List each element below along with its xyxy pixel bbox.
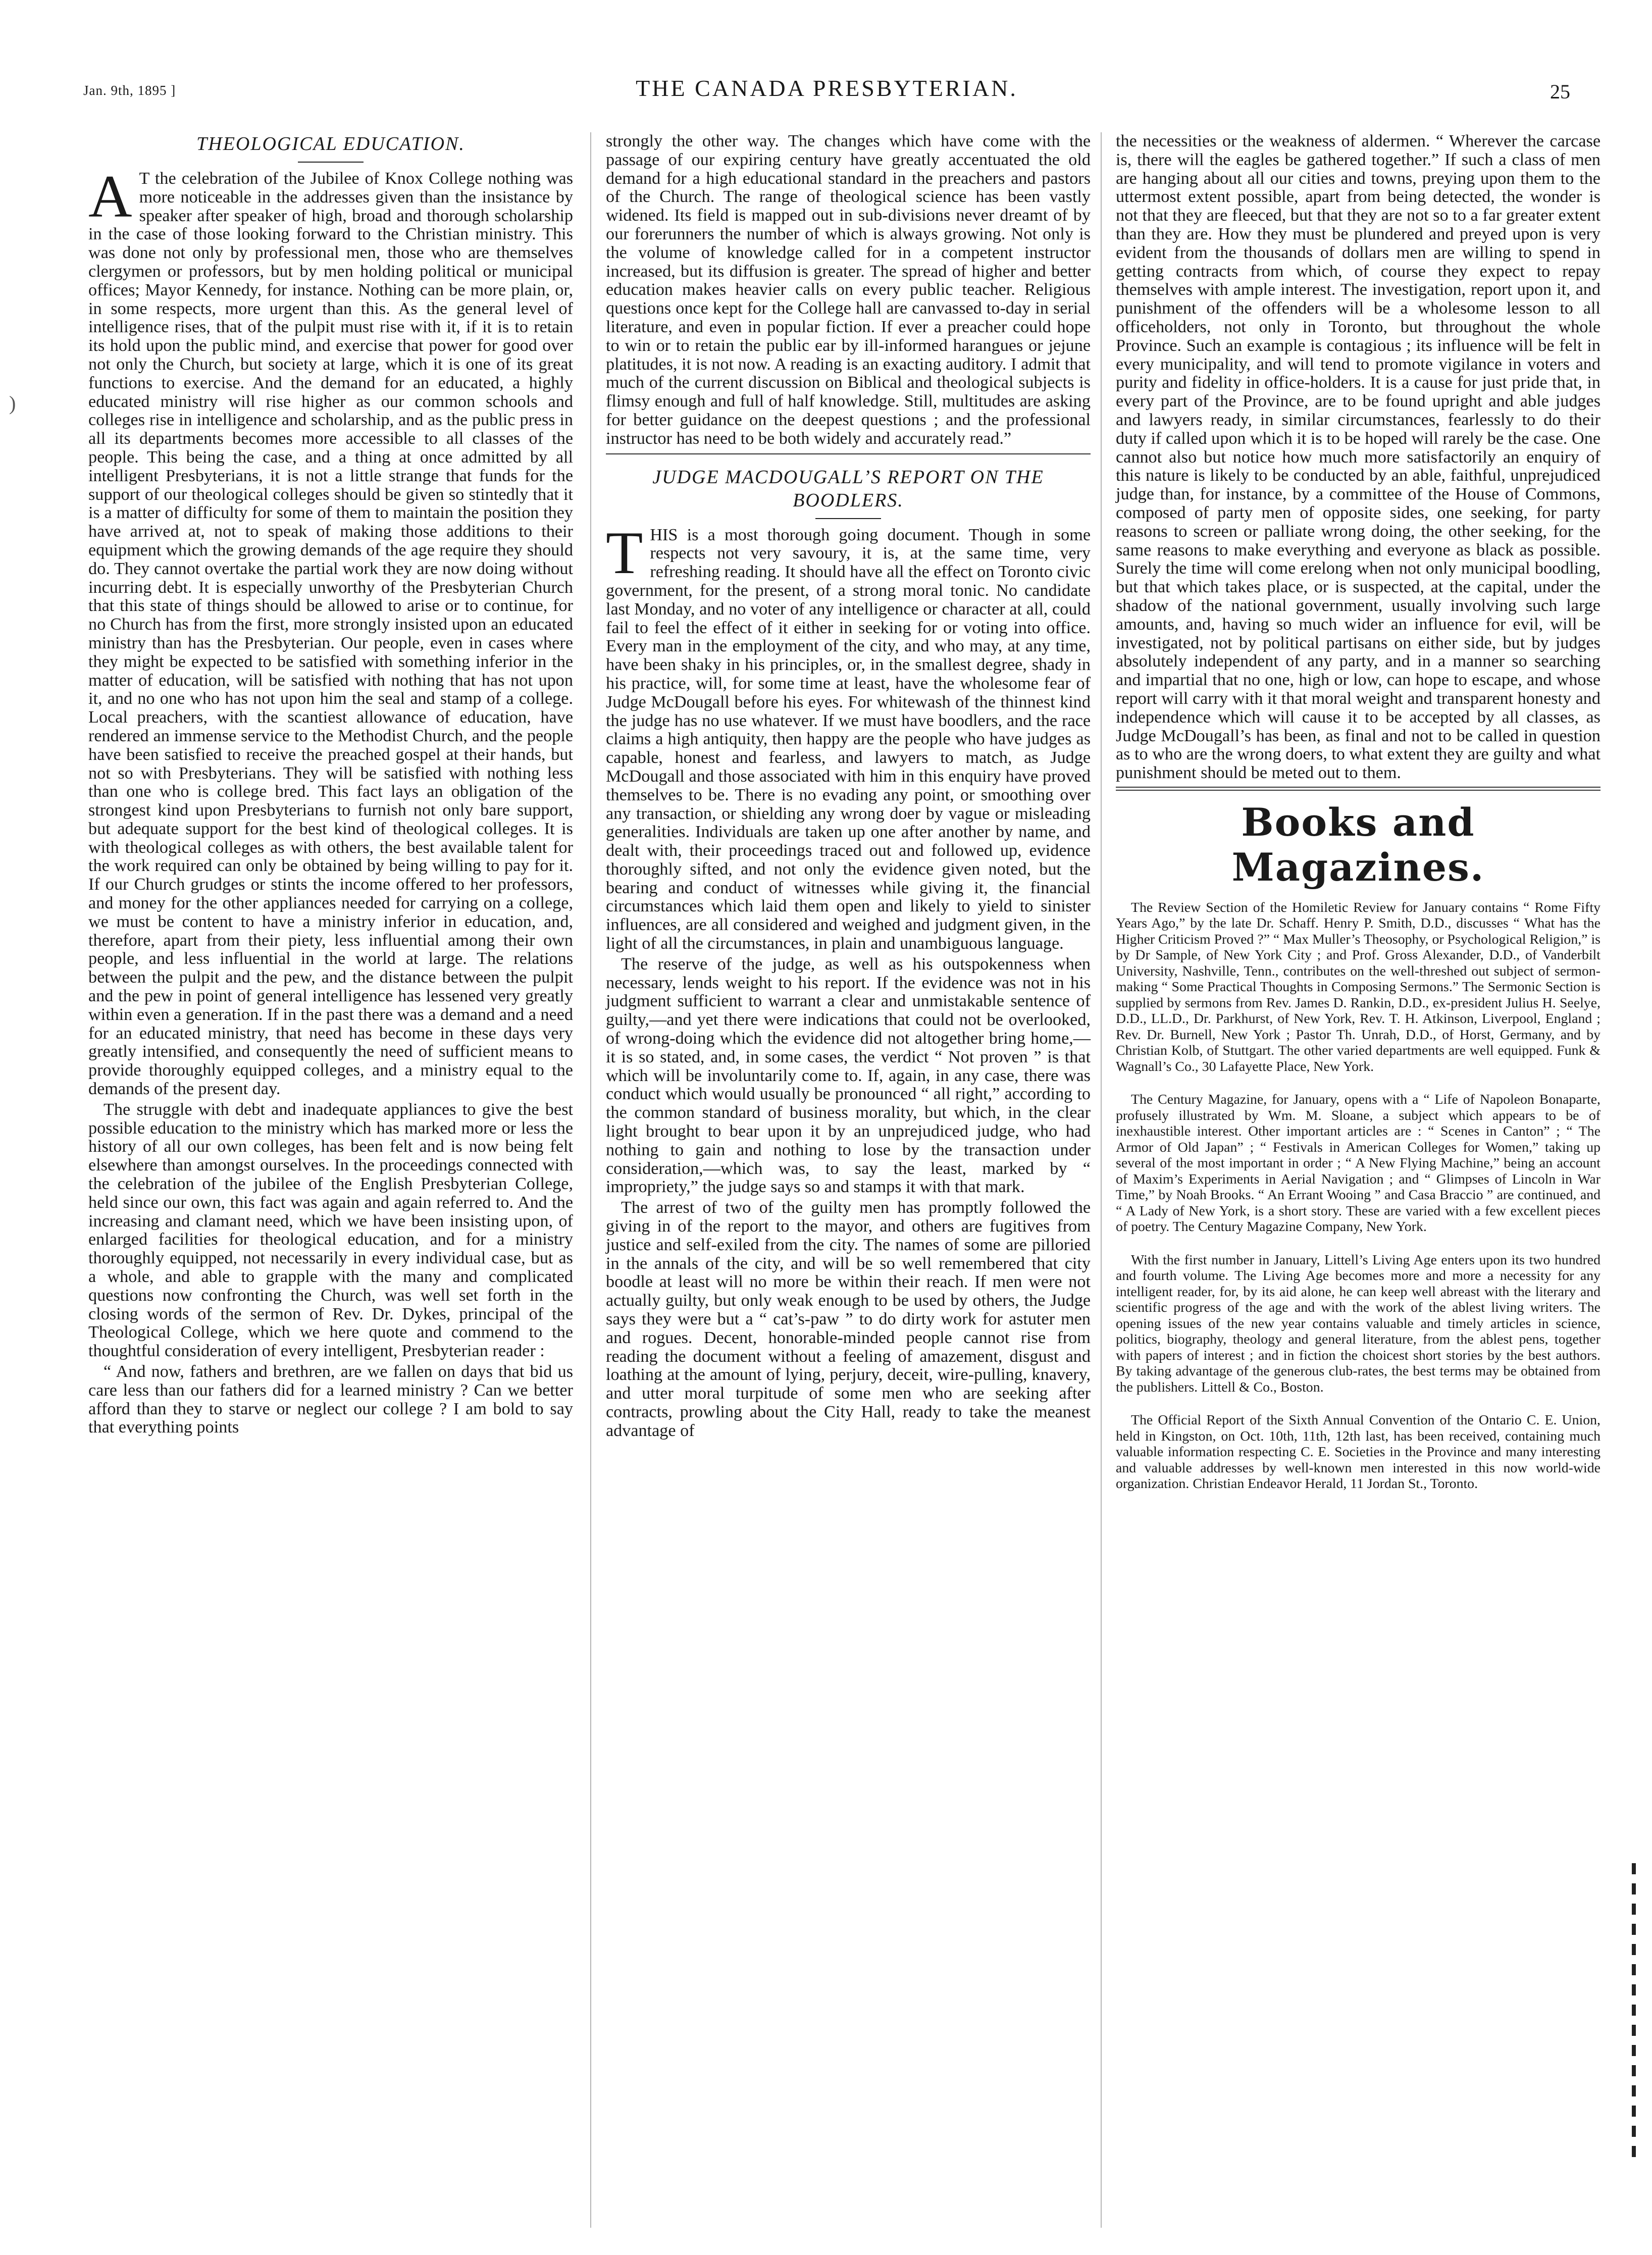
drop-cap: A [88, 163, 132, 230]
article-continuation: strongly the other way. The changes which have come with the passage of our expiring century have greatly accentuated the old demand for a high educational standard in the preachers and pastors of the Church. The range of theological science has been vastly widened. Its field is mapped out in sub-divisions never dreamt of by our forerunners the number of which is always growing. Not only is the volume of knowledge called for in a competent instructor increased, but its diffusion is greater. The spread of higher and better education makes heavier calls on every public teacher. Religious questions once kept for the College hall are canvassed to-day in serial literature, and even in popular fiction. If ever a preacher could hope to win or to retain the public ear by ill-informed harangues or jejune platitudes, it is not now. A reading is an exacting auditory. I admit that much of the current discussion on Biblical and theological subjects is flimsy enough and full of half knowledge. Still, multitudes are asking for better guidance on the deepest questions ; and the professional instructor has need to be both widely and accurately read.” [606, 132, 1091, 448]
page-number: 25 [1550, 80, 1570, 103]
review-item: With the first number in January, Littell’s Living Age enters upon its two hundred and fourth volume. The Living Age becomes more and more a necessity for any intelligent reader, for, by its aid alone, he can keep well abreast with the literary and scientific progress of the age and with the work of the ablest living writers. The opening issues of the new year contains valuable and timely articles in science, politics, biography, theology and general literature, from the ablest pens, together with papers of interest ; and in fiction the choicest short stories by the best authors. By taking advantage of the generous club-rates, the best terms may be obtained from the publishers. Littell & Co., Boston. [1116, 1252, 1601, 1395]
review-item: The Century Magazine, for January, opens with a “ Life of Napoleon Bonaparte, profusely illustrated by Wm. M. Sloane, a subject which appears to be of inexhaustible interest. Other important articles are : “ Scenes in Canton” ; “ The Armor of Old Japan” ; “ Festivals in American Colleges for Women,” taking up several of the most important in order ; “ A New Flying Machine,” being an account of Maxim’s Experiments in Aerial Navigation ; and “ Glimpses of Lincoln in War Time,” by Noah Brooks. “ An Errant Wooing ” and Casa Braccio ” are continued, and “ A Lady of New York, is a short story. These are varied with a few excellent pieces of poetry. The Century Magazine Company, New York. [1116, 1092, 1601, 1235]
paragraph-text: HIS is a most thorough going document. Though in some respects not very savoury, it is, at the same time, very refreshing reading. It should have all the effect on Toronto civic government, for the present, of a strong moral tonic. No candidate last Monday, and no voter of any intelligence or character at all, could fail to feel the effect of it either in seeking for or voting into office. Every man in the employment of the city, and who may, at any time, have been shaky in his principles, or, in the smallest degree, shady in his practice, will, for some time at least, have the wholesome fear of Judge McDougall before his eyes. For whitewash of the thinnest kind the judge has no use whatever. If we must have boodlers, and the race claims a high antiquity, then happy are the people who have judges as capable, honest and fearless, and lawyers to match, as Judge McDougall and those associated with him in this enquiry have proved themselves to be. There is no evading any point, or smoothing over any transaction, or shielding any wrong doer by vague or misleading generalities. Individuals are taken up one after another by name, and dealt with, their proceedings traced out and followed up, evidence thoroughly sifted, and not only the evidence given noted, but the bearing and conduct of witnesses while giving it, the financial circumstances which laid them open and likely to yield to sinister influences, are all considered and weighed and judgment given, in the light of all the circumstances, in plain and unambiguous language. [606, 525, 1091, 953]
drop-cap: T [606, 519, 643, 586]
column-divider [1101, 132, 1102, 2228]
article-paragraph [606, 519, 1091, 953]
article-paragraph: The reserve of the judge, as well as his outspokenness when necessary, lends weight to his report. If the evidence was not in his judgment sufficient to warrant a clear and unmistakable sentence of guilty,—and yet there were indications that could not be overlooked, of wrong-doing which the evidence did not altogether bring home,—it is so stated, and, in some cases, the verdict “ Not proven ” is that which will be involuntarily come to. If, again, in any case, there was conduct which would usually be pronounced “ all right,” according to the common standard of business morality, but which, in the clear light brought to bear upon it by an unprejudiced judge, who had nothing to gain and nothing to lose by the transaction under consideration,—which was, to say the least, marked by “ impropriety,” the judge says so and stamps it with that mark. [606, 954, 1091, 1197]
article-continuation: the necessities or the weakness of aldermen. “ Wherever the carcase is, there will the eagles be gathered together.” If such a class of men are hanging about all our cities and towns, preying upon them to the uttermost extent possible, apart from being detected, the wonder is not that they are fleeced, but that they are not so to a far greater extent than they are. How they must be plundered and preyed upon is very evident from the thousands of dollars men are willing to spend in getting contracts from which, of course they expect to repay themselves with ample interest. The investigation, report upon it, and punishment of the offenders will be a wholesome lesson to all officeholders, not only in Toronto, but throughout the whole Province. Such an example is contagious ; its influence will be felt in every municipality, and will tend to promote vigilance in voters and purity and fidelity in office-holders. It is a cause for just pride that, in every part of the Province, are to be found upright and able judges and lawyers ready, in similar circumstances, fearlessly to do their duty if called upon which it is to be hoped will rarely be the case. One cannot also but notice how much more satisfactorily an enquiry of this nature is likely to be conducted by an able, faithful, unprejudiced judge than, for instance, by a committee of the House of Commons, composed of party men of opposite sides, one seeking, for party reasons to screen or palliate wrong doing, the other seeking, for the same reasons to make everything and everyone as black as possible. Surely the time will come erelong when not only municipal boodling, but that which takes place, or is suspected, at the capital, under the shadow of the national government, usually involving such large amounts, and, having so much wider an influence for evil, will be investigated, not by political partisans on either side, but by judges absolutely independent of any party, and in a manner so searching and impartial that no one, high or low, can hope to escape, and whose report will carry with it that moral weight and transparent honesty and independence which will cause it to be accepted by all classes, as Judge McDougall’s has been, as final and not to be called in question as to who are the wrong doers, to what extent they are guilty and what punishment should be meted out to them. [1116, 132, 1601, 783]
article-paragraph [88, 163, 573, 1099]
title-rule [815, 518, 881, 519]
margin-mark: ) [9, 392, 16, 415]
quotation: “ And now, fathers and brethren, are we fallen on days that bid us care less than our fathers did for a learned ministry ? Can we better afford than they to starve or neglect our college ? I am bold to say that everything points [88, 1362, 573, 1437]
article-title: THEOLOGICAL EDUCATION. [196, 133, 465, 155]
title-rule [298, 162, 364, 163]
issue-date: Jan. 9th, 1895 ] [83, 83, 176, 98]
newspaper-title: THE CANADA PRESBYTERIAN. [636, 75, 1018, 101]
article-paragraph: The arrest of two of the guilty men has promptly followed the giving in of the report to the mayor, and others are fugitives from justice and self-exiled from the city. The names of some are pilloried in the annals of the city, and will be so well remembered that city boodle at least will no more be within their reach. If men were not actually guilty, but only weak enough to be used by others, the Judge says they were but a “ cat’s-paw ” to do dirty work for astuter men and rogues. Decent, honorable-minded people cannot rise from reading the document without a feeling of amazement, disgust and loathing at the amount of lying, perjury, deceit, wire-pulling, knavery, and utter moral turpitude of some men who are seeking after contracts, prowling about the City Hall, ready to take the meanest advantage of [606, 1198, 1091, 1440]
column-3 [1116, 132, 1601, 1509]
section-heading: Books and Magazines. [1231, 799, 1485, 890]
article-title: JUDGE MACDOUGALL’S REPORT ON THE BOODLERS. [652, 466, 1044, 511]
edge-marks [1632, 1863, 1636, 2176]
section-rule [606, 453, 1091, 454]
column-divider [590, 132, 591, 2228]
review-item: The Official Report of the Sixth Annual Convention of the Ontario C. E. Union, held in Kingston, on Oct. 10th, 11th, 12th last, has been received, containing much valuable information respecting C. E. Societies in the Province and many interesting and valuable addresses by well-known men interested in this now world-wide organization. Christian Endeavor Herald, 11 Jordan St., Toronto. [1116, 1412, 1601, 1492]
review-item: The Review Section of the Homiletic Review for January contains “ Rome Fifty Years Ago,” by the late Dr. Schaff. Henry P. Smith, D.D., discusses “ What has the Higher Criticism Proved ?” “ Max Muller’s Theosophy, or Psychological Religion,” is by Dr Sample, of New York City ; and Prof. Gross Alexander, D.D., of Vanderbilt University, Nashville, Tenn., contributes on the well-threshed out subject of sermon-making “ Some Practical Thoughts in Composing Sermons.” The Sermonic Section is supplied by sermons from Rev. James D. Rankin, D.D., ex-president Julius H. Seelye, D.D., LL.D., Dr. Parkhurst, of New York, Rev. T. H. Atkinson, Liverpool, England ; Rev. Dr. Burnell, New York ; Pastor Th. Unrah, D.D., of Horst, Germany, and by Christian Kolb, of Stuttgart. The other varied departments are well equipped. Funk & Wagnall’s Co., 30 Lafayette Place, New York. [1116, 899, 1601, 1074]
paragraph-text: T the celebration of the Jubilee of Knox College nothing was more noticeable in the addresses given than the insistance by speaker after speaker of high, broad and thorough scholarship in the case of those looking forward to the Christian ministry. This was done not only by professional men, those who are themselves clergymen or professors, but by men holding political or municipal offices; Mayor Kennedy, for instance. Nothing can be more plain, or, in some respects, more urgent than this. As the general level of intelligence rises, that of the pulpit must rise with it, if it is to retain its hold upon the public mind, and exercise that power for good over not only the Church, but society at large, which it is one of its great functions to exercise. And the demand for an educated, a highly educated ministry will rise higher as our common schools and colleges rise in intelligence and scholarship, and as the public press in all its departments becomes more accessible to all classes of the people. This being the case, and a thing at once admitted by all intelligent Presbyterians, it is not a little strange that funds for the support of our theological colleges should be given so stintedly that it is a matter of difficulty for some of them to maintain the position they have arrived at, not to speak of making those additions to their equipment which the growing demands of the age require they should do. They cannot overtake the partial work they are now doing without incurring debt. It is especially unworthy of the Presbyterian Church that this state of things should be allowed to arise or to continue, for no Church has from the first, more strongly insisted upon an educated ministry than has the Presbyterian. Our people, even in cases where they might be expected to be satisfied with something inferior in the matter of education, will be satisfied with nothing that has not upon it, and no one who has not upon him the seal and stamp of a college. Local preachers, with the scantiest allowance of education, have rendered an immense service to the Methodist Church, and the people have been satisfied to receive the preached gospel at their hands, but not so with Presbyterians. They will be satisfied with nothing less than one who is college bred. This fact lays an obligation of the strongest kind upon Presbyterians to furnish not only bare support, but adequate support for the best kind of theological colleges. It is with theological colleges as with others, the best available talent for the work required can only be obtained by being willing to pay for it. If our Church grudges or stints the income offered to her professors, and money for the other appliances needed for carrying on a college, we must be content to have a ministry inferior in education, and, therefore, apart from their piety, less influential among their own people, and less influential in the world at large. The relations between the pulpit and the pew, and the distance between the pulpit and the pew in point of general intelligence has lessened very greatly within even a generation. If in the past there was a demand and a need for an educated ministry, that need has become in these days very greatly intensified, and consequently the need of sufficient means to provide thoroughly equipped colleges, and a ministry equal to the demands of the present day. [88, 169, 573, 1099]
column-1 [88, 132, 573, 1439]
article-paragraph: The struggle with debt and inadequate appliances to give the best possible education to the ministry which has marked more or less the history of all our own colleges, has been felt and is now being felt elsewhere than amongst ourselves. In the proceedings connected with the celebration of the jubilee of the English Presbyterian College, held since our own, this fact was again and again referred to. And the increasing and clamant need, which we have been insisting upon, of enlarged facilities for theological education, and for a ministry thoroughly equipped, not necessarily in every individual case, but as a whole, and able to grapple with the many and complicated questions now confronting the Church, was well set forth in the closing words of the sermon of Rev. Dr. Dykes, principal of the Theological College, which we here quote and commend to the thoughtful consideration of every intelligent, Presbyterian reader : [88, 1100, 573, 1361]
section-rule [1116, 787, 1601, 791]
page-header [83, 75, 1570, 106]
column-2 [606, 132, 1091, 1443]
